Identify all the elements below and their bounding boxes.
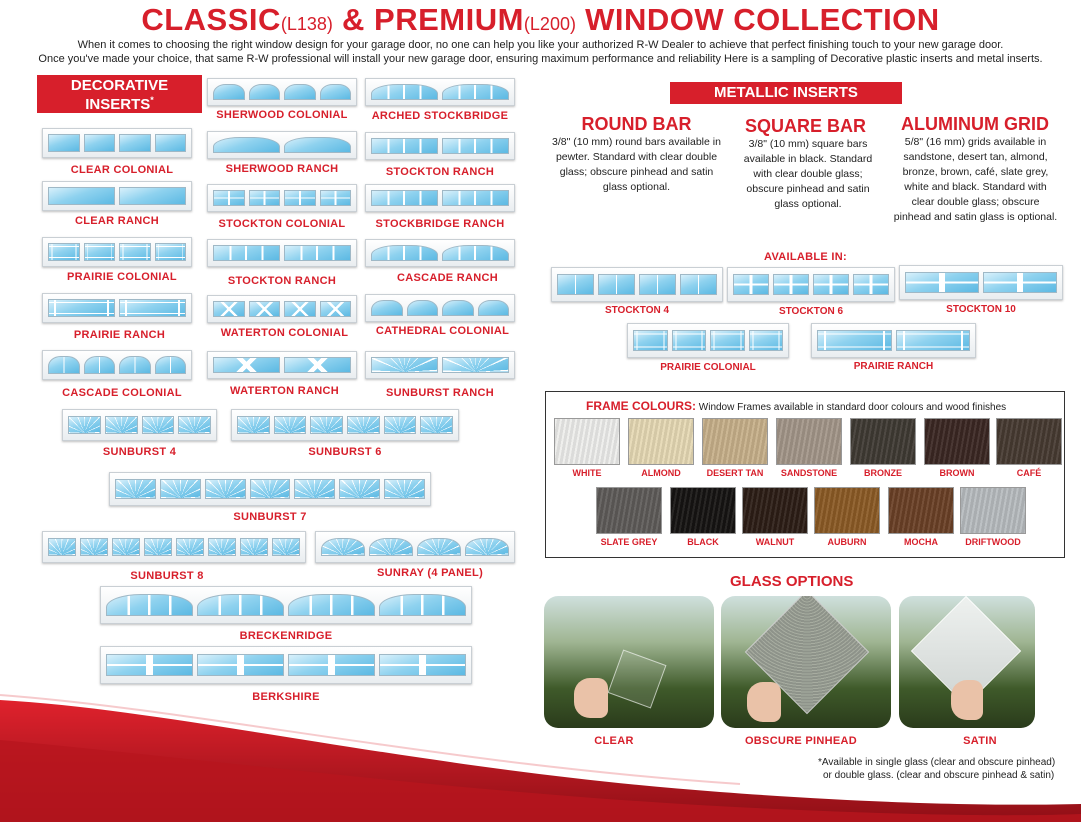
title-window-collection: WINDOW COLLECTION bbox=[575, 2, 940, 37]
label-stockton-6: STOCKTON 6 bbox=[778, 306, 844, 317]
window-stockton-6 bbox=[727, 267, 895, 302]
swatch-label: WHITE bbox=[572, 468, 602, 478]
window-sherwood-colonial bbox=[207, 78, 357, 106]
title-code-classic: (L138) bbox=[280, 14, 333, 34]
swatch-driftwood bbox=[960, 487, 1026, 534]
swatch-almond bbox=[628, 418, 694, 465]
label-stockton-ranch-1: STOCKTON RANCH bbox=[385, 166, 495, 178]
window-breckenridge bbox=[100, 586, 472, 624]
frame-colours-subtitle: Window Frames available in standard door colours and wood finishes bbox=[696, 402, 1007, 413]
label-cascade-colonial: CASCADE COLONIAL bbox=[62, 387, 182, 399]
decorative-heading-line1: DECORATIVE bbox=[70, 77, 169, 94]
window-cascade-colonial bbox=[42, 350, 192, 380]
available-in-label: AVAILABLE IN: bbox=[764, 251, 847, 263]
window-cathedral-colonial bbox=[365, 294, 515, 322]
window-berkshire bbox=[100, 646, 472, 684]
window-stockton-4 bbox=[551, 267, 723, 302]
label-clear-glass: CLEAR bbox=[594, 735, 634, 747]
window-metal-prairie-colonial bbox=[627, 323, 789, 358]
swatch-label: DRIFTWOOD bbox=[965, 537, 1021, 547]
label-waterton-colonial: WATERTON COLONIAL bbox=[220, 327, 349, 339]
decorative-inserts-heading bbox=[37, 75, 202, 113]
label-metal-prairie-colonial: PRAIRIE COLONIAL bbox=[660, 362, 756, 373]
title-code-premium: (L200) bbox=[523, 14, 576, 34]
swatch-caf- bbox=[996, 418, 1062, 465]
title-premium: & PREMIUM bbox=[332, 2, 524, 37]
window-clear-ranch bbox=[42, 181, 192, 211]
round-bar-text: 3/8" (10 mm) round bars available in pewter. Standard with clear double glass; obscure pinhead and satin glass optional. bbox=[552, 136, 721, 193]
label-cascade-ranch: CASCADE RANCH bbox=[396, 272, 499, 284]
aluminum-grid-title: ALUMINUM GRID bbox=[901, 114, 1049, 134]
label-waterton-ranch: WATERTON RANCH bbox=[230, 385, 339, 397]
window-sunray-4-panel bbox=[315, 531, 515, 563]
swatch-label: MOCHA bbox=[904, 537, 938, 547]
swatch-label: AUBURN bbox=[827, 537, 867, 547]
swatch-slate-grey bbox=[596, 487, 662, 534]
window-sunburst-4 bbox=[62, 409, 217, 441]
window-sunburst-7 bbox=[109, 472, 431, 506]
swatch-label: SLATE GREY bbox=[600, 537, 658, 547]
window-waterton-colonial bbox=[207, 295, 357, 323]
label-sunray-4-panel: SUNRAY (4 PANEL) bbox=[376, 567, 484, 579]
intro-line-1: When it comes to choosing the right window design for your garage door, no one can help you like your authorized R-W Dealer to achieve that perfect finishing touch to your new garage door. bbox=[77, 39, 1004, 51]
label-stockton-10: STOCKTON 10 bbox=[946, 304, 1016, 315]
label-clear-colonial: CLEAR COLONIAL bbox=[70, 164, 174, 176]
square-bar-text: 3/8" (10 mm) square bars available in black. Standard with clear double glass; obscure pinhead and satin glass optional. bbox=[743, 138, 873, 210]
swatch-white bbox=[554, 418, 620, 465]
page-title bbox=[0, 2, 1081, 38]
label-sunburst-7: SUNBURST 7 bbox=[233, 511, 307, 523]
swatch-brown bbox=[924, 418, 990, 465]
window-stockton-ranch-1 bbox=[365, 132, 515, 160]
label-sunburst-4: SUNBURST 4 bbox=[102, 446, 177, 458]
swatch-label: CAFÉ bbox=[1016, 468, 1042, 478]
window-stockton-colonial bbox=[207, 184, 357, 212]
window-waterton-ranch bbox=[207, 351, 357, 379]
swatch-mocha bbox=[888, 487, 954, 534]
swatch-label: WALNUT bbox=[755, 537, 795, 547]
aluminum-grid-text: 5/8" (16 mm) grids available in sandstone, desert tan, almond, bronze, brown, café, slate grey, white and black. Standard with clear double glass; obscure pinhead and satin glass is optional. bbox=[893, 136, 1058, 223]
swatch-label: BRONZE bbox=[864, 468, 902, 478]
window-cascade-ranch bbox=[365, 239, 515, 267]
window-clear-colonial bbox=[42, 128, 192, 158]
window-metal-prairie-ranch bbox=[811, 323, 976, 358]
swatch-walnut bbox=[742, 487, 808, 534]
label-clear-ranch: CLEAR RANCH bbox=[75, 215, 159, 227]
metallic-inserts-heading: METALLIC INSERTS bbox=[670, 82, 902, 104]
label-stockton-colonial: STOCKTON COLONIAL bbox=[218, 218, 346, 230]
label-stockbridge-ranch: STOCKBRIDGE RANCH bbox=[375, 218, 505, 230]
window-sunburst-6 bbox=[231, 409, 459, 441]
frame-colours-heading bbox=[586, 399, 1006, 413]
swatch-bronze bbox=[850, 418, 916, 465]
label-prairie-ranch: PRAIRIE RANCH bbox=[73, 329, 166, 341]
window-arched-stockbridge bbox=[365, 78, 515, 106]
swatch-sandstone bbox=[776, 418, 842, 465]
decorative-heading-mark: * bbox=[150, 95, 154, 105]
swatch-label: DESERT TAN bbox=[706, 468, 764, 478]
square-bar-title: SQUARE BAR bbox=[744, 116, 866, 136]
swatch-label: ALMOND bbox=[641, 468, 681, 478]
window-stockbridge-ranch bbox=[365, 184, 515, 212]
label-sunburst-ranch: SUNBURST RANCH bbox=[385, 387, 495, 399]
label-breckenridge: BRECKENRIDGE bbox=[239, 630, 333, 642]
intro-line-2: Once you've made your choice, that same R-W professional will install your new garage door, ensuring maximum performance and reliability Here is a sampling of Decorative plastic inserts and metal inserts. bbox=[38, 53, 1043, 65]
label-sunburst-8: SUNBURST 8 bbox=[130, 570, 204, 582]
label-metal-prairie-ranch: PRAIRIE RANCH bbox=[853, 361, 934, 372]
label-prairie-colonial: PRAIRIE COLONIAL bbox=[67, 271, 177, 283]
decorative-heading-line2: INSERTS bbox=[85, 96, 151, 113]
swatch-desert-tan bbox=[702, 418, 768, 465]
window-sunburst-8 bbox=[42, 531, 306, 563]
window-stockton-10 bbox=[899, 265, 1063, 300]
window-stockton-ranch-2 bbox=[207, 239, 357, 267]
window-prairie-colonial bbox=[42, 237, 192, 267]
round-bar-title: ROUND BAR bbox=[581, 114, 692, 134]
label-satin: SATIN bbox=[963, 735, 997, 747]
label-stockton-4: STOCKTON 4 bbox=[604, 305, 670, 316]
label-sherwood-colonial: SHERWOOD COLONIAL bbox=[216, 109, 348, 121]
label-arched-stockbridge: ARCHED STOCKBRIDGE bbox=[371, 110, 509, 122]
label-sherwood-ranch: SHERWOOD RANCH bbox=[225, 163, 339, 175]
label-obscure-pinhead: OBSCURE PINHEAD bbox=[744, 735, 858, 747]
swatch-black bbox=[670, 487, 736, 534]
label-sunburst-6: SUNBURST 6 bbox=[308, 446, 382, 458]
footnote-line-2: or double glass. (clear and obscure pinhead & satin) bbox=[823, 770, 1055, 781]
window-sunburst-ranch bbox=[365, 351, 515, 379]
label-cathedral-colonial: CATHEDRAL COLONIAL bbox=[375, 325, 510, 337]
swatch-label: SANDSTONE bbox=[780, 468, 838, 478]
label-stockton-ranch-2: STOCKTON RANCH bbox=[227, 275, 337, 287]
glass-options-heading: GLASS OPTIONS bbox=[730, 573, 854, 590]
footnote-line-1: *Available in single glass (clear and obscure pinhead) bbox=[818, 757, 1056, 768]
title-classic: CLASSIC bbox=[141, 2, 281, 37]
swatch-label: BROWN bbox=[939, 468, 975, 478]
frame-colours-title: FRAME COLOURS: bbox=[586, 399, 696, 413]
swatch-label: BLACK bbox=[687, 537, 719, 547]
swatch-auburn bbox=[814, 487, 880, 534]
red-swoosh-decoration bbox=[0, 680, 1081, 822]
window-prairie-ranch bbox=[42, 293, 192, 323]
window-sherwood-ranch bbox=[207, 131, 357, 159]
label-berkshire: BERKSHIRE bbox=[252, 691, 320, 703]
